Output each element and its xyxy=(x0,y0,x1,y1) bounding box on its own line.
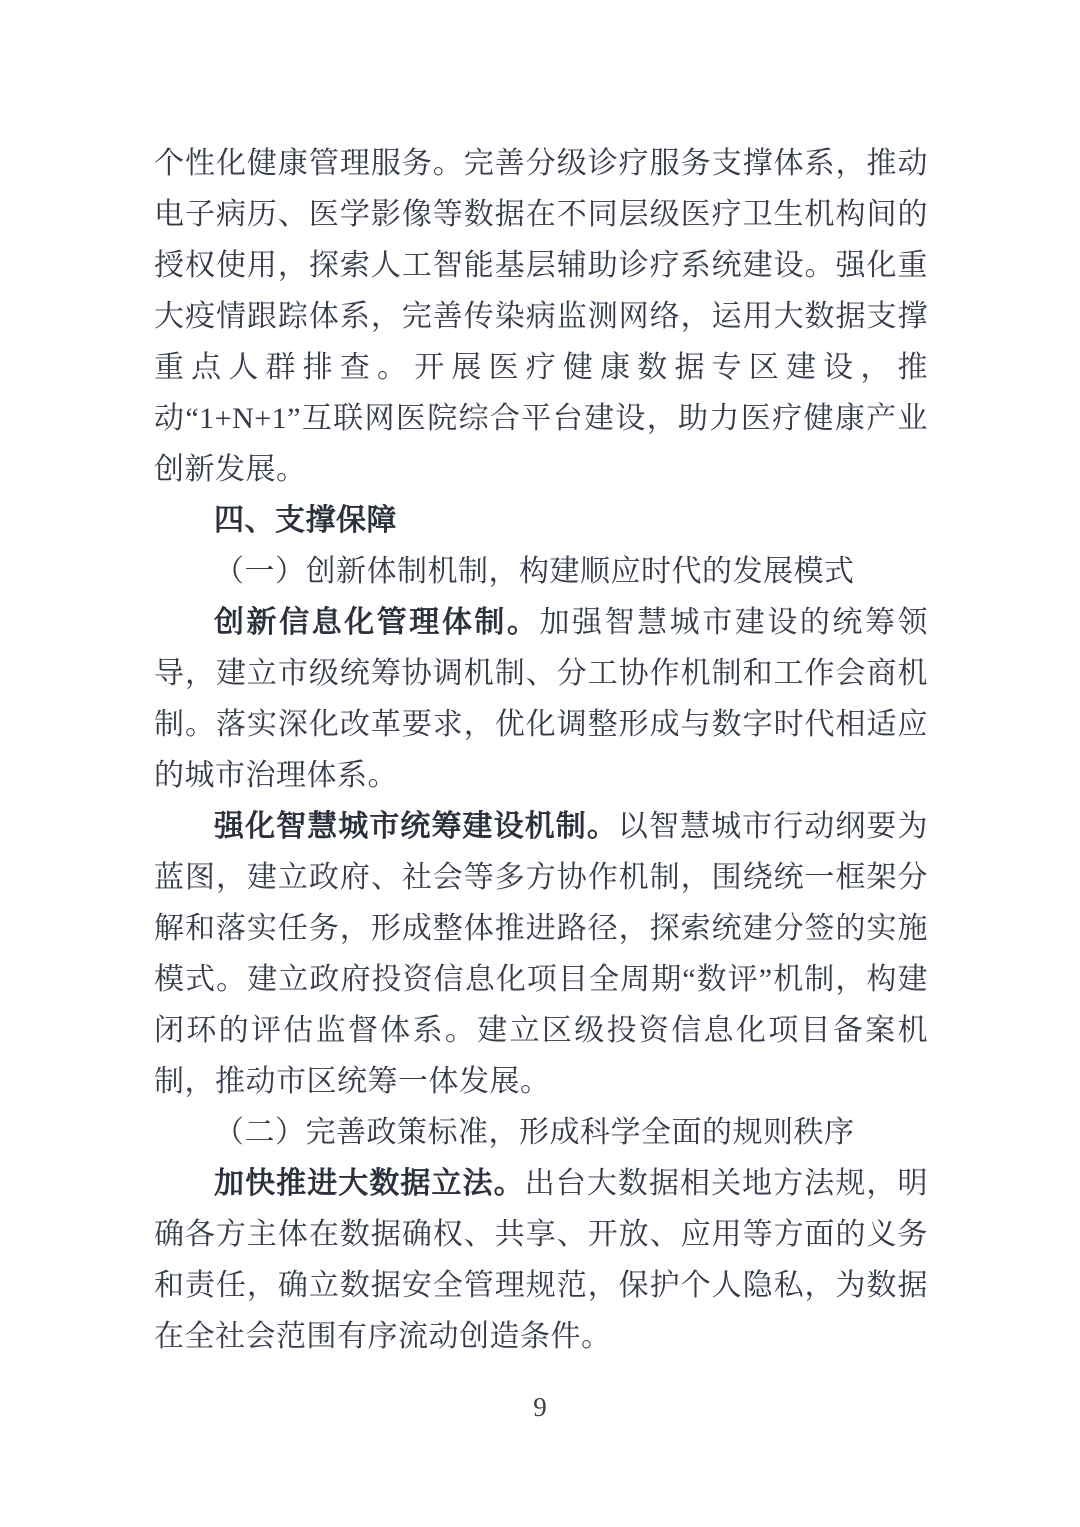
paragraph-3-text: 出台大数据相关地方法规，明确各方主体在数据确权、共享、开放、应用等方面的义务和责任，确立数据安全管理规范，保护个人隐私，为数据在全社会范围有序流动创造条件。 xyxy=(154,1167,929,1353)
paragraph-1-text: 加强智慧城市建设的统筹领导，建立市级统筹协调机制、分工协作机制和工作会商机制。落实深化改革要求，优化调整形成与数字时代相适应的城市治理体系。 xyxy=(154,606,929,792)
paragraph-continuation: 个性化健康管理服务。完善分级诊疗服务支撑体系，推动电子病历、医学影像等数据在不同层级医疗卫生机构间的授权使用，探索人工智能基层辅助诊疗系统建设。强化重大疫情跟踪体系，完善传染病监测网络，运用大数据支撑重点人群排查。开展医疗健康数据专区建设，推动“1+N+1”互联网医院综合平台建设，助力医疗健康产业创新发展。 xyxy=(154,147,928,486)
paragraph-1 xyxy=(154,597,928,801)
page-number: 9 xyxy=(533,1392,547,1422)
paragraph-2 xyxy=(154,801,928,1107)
paragraph-2-lead: 强化智慧城市统筹建设机制。 xyxy=(214,810,618,843)
document-body xyxy=(154,138,928,1362)
page-footer xyxy=(0,1392,1080,1423)
paragraph-3-lead: 加快推进大数据立法。 xyxy=(214,1167,525,1200)
subsection-heading-2: （二）完善政策标准，形成科学全面的规则秩序 xyxy=(214,1116,855,1149)
paragraph-3 xyxy=(154,1158,928,1362)
paragraph-2-text: 以智慧城市行动纲要为蓝图，建立政府、社会等多方协作机制，围绕统一框架分解和落实任务，形成整体推进路径，探索统建分签的实施模式。建立政府投资信息化项目全周期“数评”机制，构建闭环的评估监督体系。建立区级投资信息化项目备案机制，推动市区统筹一体发展。 xyxy=(154,810,929,1098)
subsection-heading-1: （一）创新体制机制，构建顺应时代的发展模式 xyxy=(214,555,855,588)
paragraph-1-lead: 创新信息化管理体制。 xyxy=(214,606,540,639)
section-heading: 四、支撑保障 xyxy=(214,504,397,537)
